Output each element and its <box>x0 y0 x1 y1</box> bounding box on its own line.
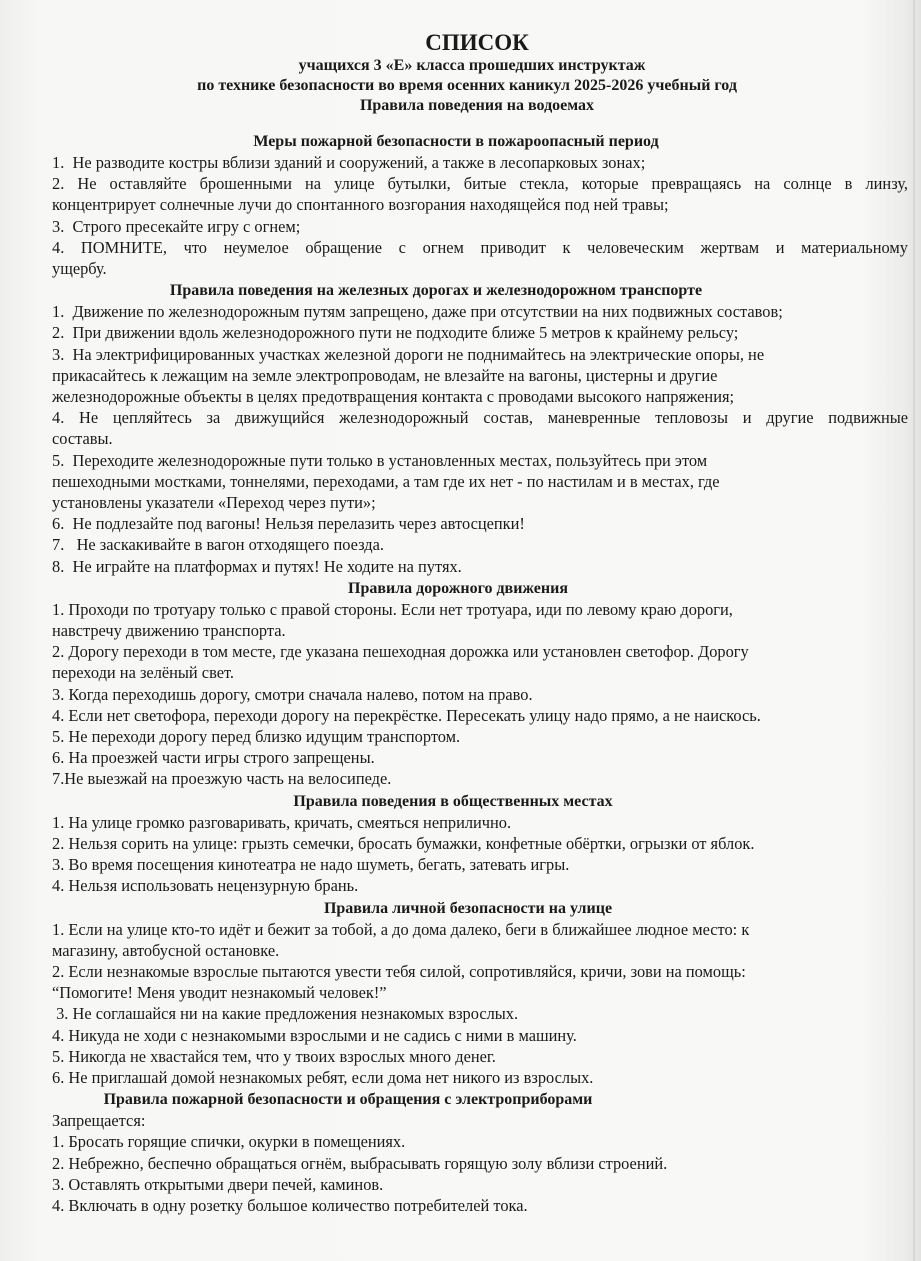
section-line: 7. Не заскакивайте в вагон отходящего поезда. <box>52 535 385 555</box>
section-line: 1. Бросать горящие спички, окурки в помещениях. <box>52 1132 406 1152</box>
section <box>52 132 912 279</box>
section-line: 4. Нельзя использовать нецензурную брань. <box>52 876 359 896</box>
section-line: 2. Если незнакомые взрослые пытаются увести тебя силой, сопротивляйся, кричи, зови на помощь: <box>52 961 746 981</box>
section-line: 1. Если на улице кто-то идёт и бежит за тобой, а до дома далеко, беги в ближайшее людное место: к <box>52 919 750 939</box>
section-line: 1. Не разводите костры вблизи зданий и сооружений, а также в лесопарковых зонах; <box>52 153 646 172</box>
section-line: железнодорожные объекты в целях предотвращения контакта с проводами высокого напряжения; <box>52 387 735 407</box>
section-line: навстречу движению транспорта. <box>52 621 286 641</box>
section-line: 4. Если нет светофора, переходи дорогу на перекрёстке. Пересекать улицу надо прямо, а не наискось. <box>52 705 761 725</box>
section-line: 4. Включать в одну розетку большое количество потребителей тока. <box>52 1195 528 1215</box>
sections-container <box>52 132 912 1216</box>
section-line: пешеходными мостками, тоннелями, переходами, а там где их нет - по настилам и в местах, где <box>52 471 720 491</box>
section-line: 4. Не цепляйтесь за движущийся железнодорожный состав, маневренные тепловозы и другие подвижные <box>52 408 908 428</box>
section-line: 6. Не подлезайте под вагоны! Нельзя перелазить через автосцепки! <box>52 514 525 534</box>
section-line: 5. Не переходи дорогу перед близко идущим транспортом. <box>52 727 461 747</box>
section <box>52 579 912 790</box>
section-line: 5. Никогда не хвастайся тем, что у твоих взрослых много денег. <box>52 1046 496 1066</box>
subtitle-topic: по технике безопасности во время осенних каникул 2025-2026 учебный год <box>197 77 737 94</box>
document-body <box>52 30 912 1216</box>
section-line: 8. Не играйте на платформах и путях! Не ходите на путях. <box>52 556 462 576</box>
subtitle-class: учащихся 3 «Е» класса прошедших инструктаж <box>298 57 646 74</box>
section-heading: Правила поведения на железных дорогах и железнодорожном транспорте <box>169 282 703 300</box>
page-edge-shadow <box>913 0 915 1261</box>
section-line: 1. Движение по железнодорожным путям запрещено, даже при отсутствии на них подвижных составов; <box>52 302 783 322</box>
section-line: прикасайтесь к лежащим на земле электропроводам, не влезайте на вагоны, цистерны и другие <box>52 365 718 385</box>
section-line: концентрирует солнечные лучи до спонтанного возгорания находящейся под ней травы; <box>52 195 669 215</box>
section-line: 3. На электрифицированных участках железной дороги не поднимайтесь на электрические опоры, не <box>52 344 765 364</box>
section-line: “Помогите! Меня уводит незнакомый человек!” <box>52 983 387 1003</box>
section-line: 1. На улице громко разговаривать, кричать, смеяться неприлично. <box>52 812 512 832</box>
section-line: ущербу. <box>52 259 107 279</box>
section-line: 2. Дорогу переходи в том месте, где указана пешеходная дорожка или установлен светофор. Дорогу <box>52 642 749 662</box>
section <box>52 1090 912 1216</box>
section-line: 2. Нельзя сорить на улице: грызть семечки, бросать бумажки, конфетные обёртки, огрызки от яблок. <box>52 833 755 853</box>
section-line: 4. ПОМНИТЕ, что неумелое обращение с огнем приводит к человеческим жертвам и материальному <box>52 237 908 257</box>
section-line: 3. Оставлять открытыми двери печей, каминов. <box>52 1174 384 1194</box>
section-line: Запрещается: <box>52 1111 146 1131</box>
section-line: 1. Проходи по тротуару только с правой стороны. Если нет тротуара, иди по левому краю дороги, <box>52 599 733 619</box>
section-line: составы. <box>52 429 113 449</box>
section-heading: Меры пожарной безопасности в пожароопасный период <box>253 133 659 150</box>
section-line: переходи на зелёный свет. <box>52 663 235 683</box>
section-line: 3. Во время посещения кинотеатра не надо шуметь, бегать, затевать игры. <box>52 855 570 875</box>
section-line: 2. Небрежно, беспечно обращаться огнём, выбрасывать горящую золу вблизи строений. <box>52 1153 668 1173</box>
section-line: 6. Не приглашай домой незнакомых ребят, если дома нет никого из взрослых. <box>52 1067 594 1087</box>
subtitle-water-rules: Правила поведения на водоемах <box>359 97 595 114</box>
section-line: 5. Переходите железнодорожные пути только в установленных местах, пользуйтесь при этом <box>52 450 708 470</box>
section-heading: Правила личной безопасности на улице <box>323 899 613 917</box>
section-heading: Правила пожарной безопасности и обращения с электроприборами <box>103 1091 593 1109</box>
section <box>52 281 912 577</box>
section-line: 3. Когда переходишь дорогу, смотри сначала налево, потом на право. <box>52 684 533 704</box>
section-line: 4. Никуда не ходи с незнакомыми взрослыми и не садись с ними в машину. <box>52 1025 577 1045</box>
section-line: 6. На проезжей части игры строго запрещены. <box>52 748 375 768</box>
section-line: установлены указатели «Переход через пути»; <box>52 493 376 513</box>
section-line: 7.Не выезжай на проезжую часть на велосипеде. <box>52 769 392 789</box>
section-heading: Правила поведения в общественных местах <box>293 792 613 810</box>
section-line: 3. Не соглашайся ни на какие предложения незнакомых взрослых. <box>52 1004 519 1024</box>
section-line: 3. Строго пресекайте игру с огнем; <box>52 216 301 236</box>
section-line: 2. При движении вдоль железнодорожного пути не подходите ближе 5 метров к крайнему рельсу; <box>52 323 739 343</box>
section-line: 2. Не оставляйте брошенными на улице бутылки, битые стекла, которые превращаясь на солнце в линзу, <box>52 174 908 194</box>
section <box>52 792 912 897</box>
document-title: СПИСОК <box>425 30 529 55</box>
section-heading: Правила дорожного движения <box>348 579 568 597</box>
section-line: магазину, автобусной остановке. <box>52 940 280 960</box>
section <box>52 899 912 1089</box>
